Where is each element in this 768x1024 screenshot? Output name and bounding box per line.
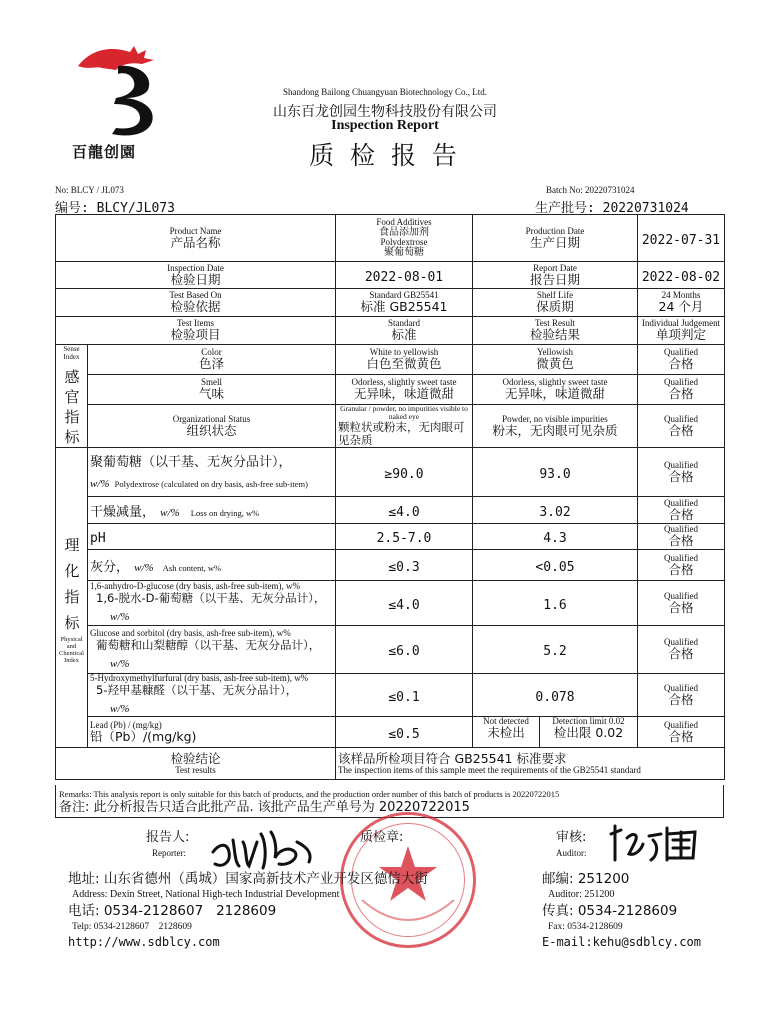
inspection-date-label: Inspection Date 检验日期 [56,262,336,289]
sense-std-smell: Odorless, slightly sweet taste 无异味，味道微甜 [336,375,473,405]
table-row [56,674,725,717]
phys-std-anhydro-glucose: ≤4.0 [336,581,473,626]
table-row [56,448,725,497]
phys-item-polydextrose: 聚葡萄糖（以干基、无灰分品计）， w/% Polydextrose (calculated on dry basis, ash-free sub-item) [88,448,336,497]
phys-res-ash: <0.05 [473,550,638,581]
phys-jud-ash: Qualified 合格 [638,550,725,581]
sense-std-color: White to yellowish 白色至微黄色 [336,345,473,375]
phys-jud-hmf: Qualified 合格 [638,674,725,717]
sense-item-organizational: Organizational Status 组织状态 [88,405,336,448]
conclusion-label: 检验结论 Test results [56,748,336,780]
company-name-en: Shandong Bailong Chuangyuan Biotechnology Co., Ltd. [283,87,487,97]
phys-std-glucose-sorbitol: ≤6.0 [336,626,473,674]
sense-jud-organizational: Qualified 合格 [638,405,725,448]
website-link[interactable]: http://www.sdblcy.com [68,935,220,949]
table-row [56,497,725,524]
sense-res-organizational: Powder, no visible impurities 粉末，无肉眼可见杂质 [473,405,638,448]
sense-res-smell: Odorless, slightly sweet taste 无异味，味道微甜 [473,375,638,405]
report-title-zh: 质 检 报 告 [309,141,461,170]
column-test-items: Test Items 检验项目 [56,317,336,345]
phys-std-ph: 2.5-7.0 [336,524,473,550]
reporter-label-en: Reporter: [152,848,186,858]
column-judgement: Individual Judgement 单项判定 [638,317,725,345]
table-row [56,345,725,375]
table-header-row [56,317,725,345]
phys-std-lead: ≤0.5 [336,717,473,748]
phys-res-glucose-sorbitol: 5.2 [473,626,638,674]
phys-item-ash: 灰分， w/% Ash content, w% [88,550,336,581]
phys-jud-lead: Qualified 合格 [638,717,725,748]
sense-item-color: Color 色泽 [88,345,336,375]
company-name-zh: 山东百龙创园生物科技股份有限公司 [273,104,497,120]
phys-item-anhydro-glucose: 1,6-anhydro-D-glucose (dry basis, ash-free sub-item), w% 1,6-脱水-D-葡萄糖（以干基、无灰分品计）， w/% [88,581,336,626]
shelf-life-value: 24 Months 24 个月 [638,289,725,317]
email-link[interactable]: E-mail:kehu@sdblcy.com [542,935,701,949]
phys-res-ph: 4.3 [473,524,638,550]
phys-std-polydextrose: ≥90.0 [336,448,473,497]
product-name-value: Food Additives 食品添加剂 Polydextrose 聚葡萄糖 [336,215,473,262]
reporter-label: 报告人: [146,830,190,845]
auditor-label: 审核: [556,830,587,845]
sense-res-color: Yellowish 微黄色 [473,345,638,375]
report-number-en: No: BLCY / JL073 [55,185,124,195]
table-row [56,717,725,748]
auditor-label-en: Auditor: [556,848,587,858]
phys-item-hmf: 5-Hydroxymethylfurfural (dry basis, ash-free sub-item), w% 5-羟甲基糠醛（以干基、无灰分品计）， w/% [88,674,336,717]
phys-res-lead [473,717,638,748]
conclusion-row [56,748,725,780]
test-based-label: Test Based On 检验依据 [56,289,336,317]
conclusion-text: 该样品所检项目符合 GB25541 标准要求 The inspection items of this sample meet the requirements of the GB25541 standard [336,748,725,780]
phys-res-anhydro-glucose: 1.6 [473,581,638,626]
phys-item-loss-drying: 干燥减量， w/% Loss on drying, w% [88,497,336,524]
table-row [56,626,725,674]
phys-std-hmf: ≤0.1 [336,674,473,717]
phys-item-ph: pH [88,524,336,550]
lead-not-detected: Not detected 未检出 [473,717,540,747]
table-row [56,375,725,405]
telephone-en: Telp: 0534-2128607 2128609 [72,922,192,932]
phys-std-ash: ≤0.3 [336,550,473,581]
phys-res-loss-drying: 3.02 [473,497,638,524]
phys-jud-loss-drying: Qualified 合格 [638,497,725,524]
phys-res-hmf: 0.078 [473,674,638,717]
inspection-seal-label: 质检章: [360,830,404,845]
reporter-signature-icon [205,822,325,872]
telephone-zh: 电话: 0534-2128607 2128609 [68,903,277,919]
report-number-zh: 编号: BLCY/JL073 [55,201,175,216]
report-date-label: Report Date 报告日期 [473,262,638,289]
report-title-en: Inspection Report [331,118,439,133]
address-en: Address: Dexin Street, National High-tech Industrial Development [72,889,340,900]
sense-std-organizational: Granular / powder, no impurities visible to naked eye 颗粒状或粉末，无肉眼可见杂质 [336,405,473,448]
shelf-life-label: Shelf Life 保质期 [473,289,638,317]
table-row [56,262,725,289]
physical-index-group: 理化指标 Physical and Chemical Index [56,448,88,748]
report-date-value: 2022-08-02 [638,262,725,289]
production-date-value: 2022-07-31 [638,215,725,262]
remarks-zh: 备注: 此分析报告只适合此批产品. 该批产品生产单号为 20220722015 [59,800,470,815]
postcode-zh: 邮编: 251200 [542,871,630,887]
column-standard: Standard 标准 [336,317,473,345]
fax-zh: 传真: 0534-2128609 [542,903,678,919]
table-row [56,405,725,448]
remarks-en: Remarks: This analysis report is only suitable for this batch of products, and the production order number of this batch of products is 20220722015 [59,789,560,799]
inspection-date-value: 2022-08-01 [336,262,473,289]
phys-jud-glucose-sorbitol: Qualified 合格 [638,626,725,674]
sense-item-smell: Smell 气味 [88,375,336,405]
table-row [56,289,725,317]
production-date-label: Production Date 生产日期 [473,215,638,262]
sense-index-group: Sense Index 感官指标 [56,345,88,448]
postcode-en: Auditor: 251200 [548,889,615,900]
phys-jud-ph: Qualified 合格 [638,524,725,550]
batch-number-zh: 生产批号: 20220731024 [535,201,689,216]
batch-number-en: Batch No: 20220731024 [546,185,635,195]
inspection-table [55,214,725,780]
standard-value: Standard GB25541 标准 GB25541 [336,289,473,317]
lead-detection-limit: Detection limit 0.02 检出限 0.02 [552,716,625,740]
logo-text: 百龍创園 [72,143,137,161]
phys-item-lead: Lead (Pb) / (mg/kg) 铅（Pb）/(mg/kg) [88,717,336,748]
table-row [56,215,725,262]
table-row [56,550,725,581]
sense-jud-color: Qualified 合格 [638,345,725,375]
dragon-logo-icon [72,44,172,139]
auditor-signature-icon [605,820,705,865]
company-logo [72,44,172,159]
table-row [56,581,725,626]
phys-item-glucose-sorbitol: Glucose and sorbitol (dry basis, ash-free sub-item), w% 葡萄糖和山梨糖醇（以干基、无灰分品计）， w/% [88,626,336,674]
fax-en: Fax: 0534-2128609 [548,922,623,932]
phys-jud-polydextrose: Qualified 合格 [638,448,725,497]
phys-res-polydextrose: 93.0 [473,448,638,497]
phys-std-loss-drying: ≤4.0 [336,497,473,524]
address-zh: 地址: 山东省德州（禹城）国家高新技术产业开发区德信大街 [68,871,428,887]
sense-jud-smell: Qualified 合格 [638,375,725,405]
table-row [56,524,725,550]
phys-jud-anhydro-glucose: Qualified 合格 [638,581,725,626]
column-test-result: Test Result 检验结果 [473,317,638,345]
product-name-label: Product Name 产品名称 [56,215,336,262]
